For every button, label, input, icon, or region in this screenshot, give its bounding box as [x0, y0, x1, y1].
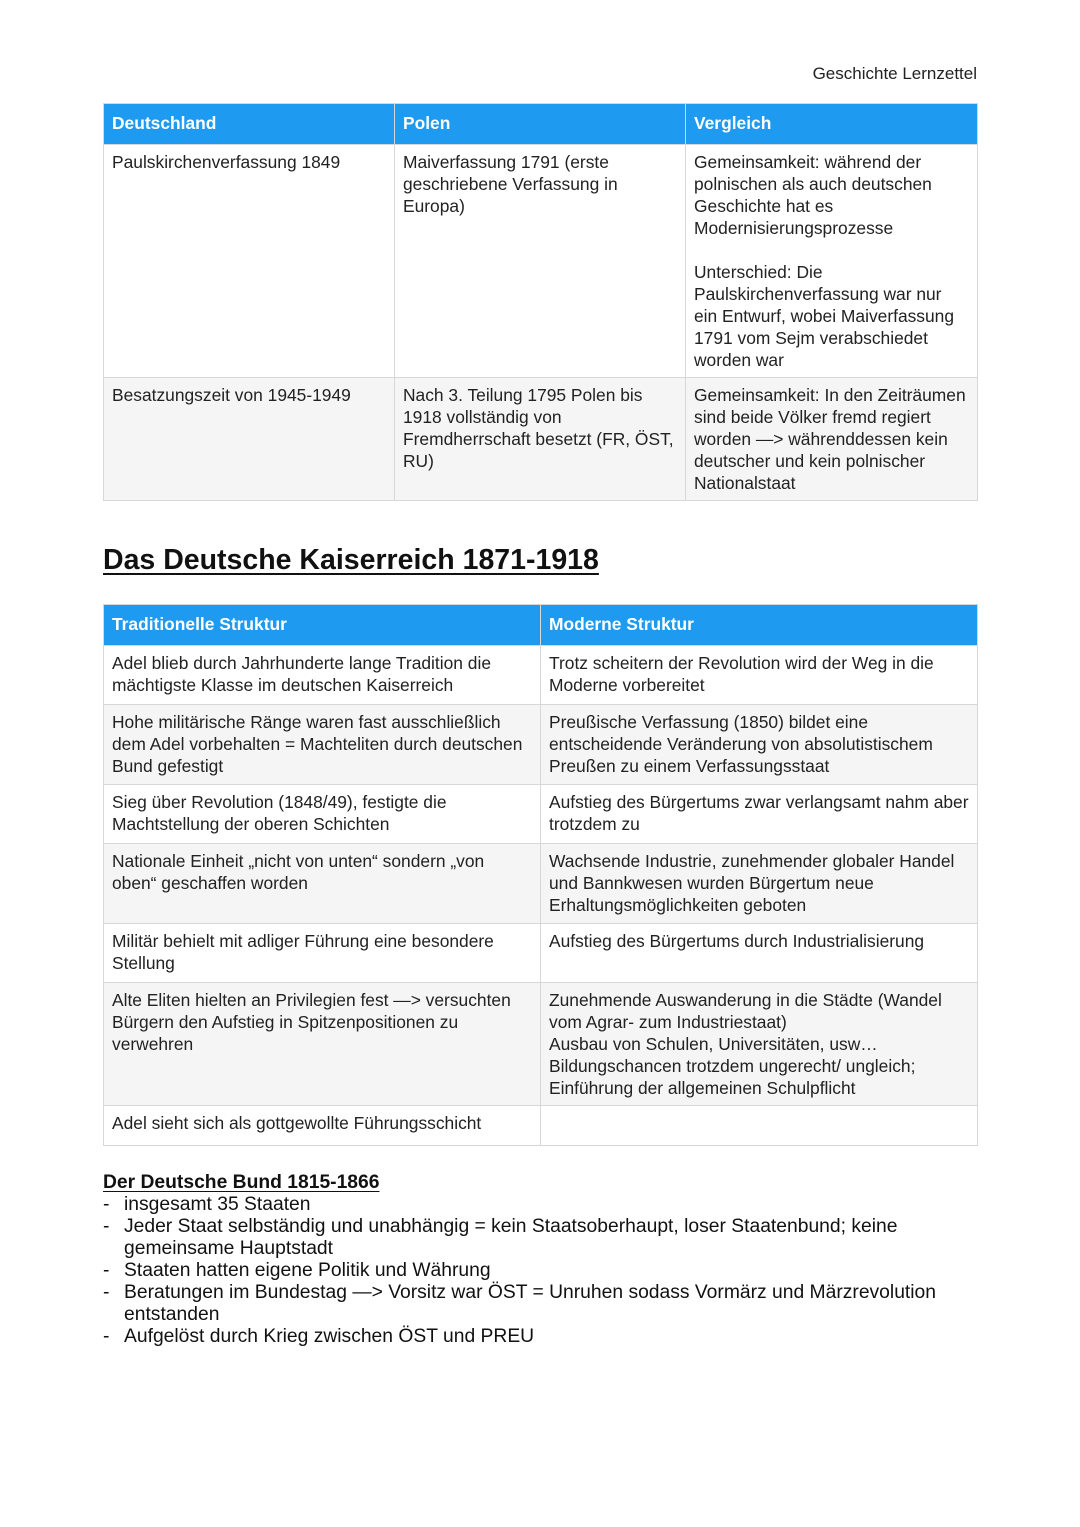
table-cell: Trotz scheitern der Revolution wird der Weg in die Moderne vorbereitet	[541, 646, 978, 705]
table-cell	[541, 983, 978, 1106]
subsection-title: Der Deutsche Bund 1815-1866	[103, 1172, 380, 1193]
list-item-text: Jeder Staat selbständig und unabhängig = kein Staatsoberhaupt, loser Staatenbund; keine gemeinsame Hauptstadt	[124, 1216, 898, 1259]
list-item-text: Aufgelöst durch Krieg zwischen ÖST und PREU	[124, 1326, 535, 1347]
column-header: Polen	[395, 104, 686, 145]
table-cell	[541, 1106, 978, 1146]
table-cell: Wachsende Industrie, zunehmender globaler Handel und Bannkwesen wurden Bürgertum neue Erhaltungsmöglichkeiten geboten	[541, 844, 978, 924]
table-row	[104, 705, 978, 785]
cell-line: Zunehmende Auswanderung in die Städte (Wandel vom Agrar- zum Industriestaat)	[549, 990, 942, 1032]
column-header: Deutschland	[104, 104, 395, 145]
cell-paragraph: Unterschied: Die Paulskirchenverfassung war nur ein Entwurf, wobei Maiverfassung 1791 vom Sejm verabschiedet worden war	[694, 262, 955, 370]
bullet-dash-icon: -	[103, 1326, 110, 1347]
list-item	[103, 1282, 983, 1326]
table-cell: Alte Eliten hielten an Privilegien fest —> versuchten Bürgern den Aufstieg in Spitzenpositionen zu verwehren	[104, 983, 541, 1106]
table-cell: Gemeinsamkeit: In den Zeiträumen sind beide Völker fremd regiert worden —> währenddessen kein deutscher und kein polnischer Nationalstaat	[686, 378, 978, 501]
column-header: Traditionelle Struktur	[104, 605, 541, 646]
column-header: Moderne Struktur	[541, 605, 978, 646]
table-cell: Sieg über Revolution (1848/49), festigte die Machtstellung der oberen Schichten	[104, 785, 541, 844]
table-cell: Preußische Verfassung (1850) bildet eine entscheidende Veränderung von absolutistischem Preußen zu einem Verfassungsstaat	[541, 705, 978, 785]
table-header-row	[104, 104, 978, 145]
comparison-table	[103, 103, 978, 501]
table-cell: Nach 3. Teilung 1795 Polen bis 1918 vollständig von Fremdherrschaft besetzt (FR, ÖST, RU)	[395, 378, 686, 501]
table-row	[104, 1106, 978, 1146]
table-header-row	[104, 605, 978, 646]
deutscher-bund-section	[103, 1172, 983, 1348]
table-cell: Aufstieg des Bürgertums zwar verlangsamt nahm aber trotzdem zu	[541, 785, 978, 844]
list-item	[103, 1216, 983, 1260]
cell-paragraph: Gemeinsamkeit: während der polnischen als auch deutschen Geschichte hat es Modernisierungsprozesse	[694, 152, 932, 238]
list-item-text: Beratungen im Bundestag —> Vorsitz war ÖST = Unruhen sodass Vormärz und Märzrevolution entstanden	[124, 1282, 937, 1325]
list-item	[103, 1326, 983, 1348]
table-row	[104, 844, 978, 924]
table-cell: Maiverfassung 1791 (erste geschriebene Verfassung in Europa)	[395, 145, 686, 378]
list-item	[103, 1260, 983, 1282]
bullet-list	[103, 1194, 983, 1348]
page-header-title: Geschichte Lernzettel	[812, 64, 977, 83]
table-cell: Adel sieht sich als gottgewollte Führungsschicht	[104, 1106, 541, 1146]
table-cell: Hohe militärische Ränge waren fast ausschließlich dem Adel vorbehalten = Machteliten durch deutschen Bund gefestigt	[104, 705, 541, 785]
list-item	[103, 1194, 983, 1216]
bullet-dash-icon: -	[103, 1282, 110, 1303]
table-cell	[686, 145, 978, 378]
cell-line: Ausbau von Schulen, Universitäten, usw…	[549, 1034, 878, 1054]
table-row	[104, 378, 978, 501]
table-row	[104, 983, 978, 1106]
table-cell: Aufstieg des Bürgertums durch Industrialisierung	[541, 924, 978, 983]
list-item-text: insgesamt 35 Staaten	[124, 1194, 311, 1215]
bullet-dash-icon: -	[103, 1194, 110, 1215]
table-cell: Militär behielt mit adliger Führung eine besondere Stellung	[104, 924, 541, 983]
structure-table	[103, 604, 978, 1146]
section-title: Das Deutsche Kaiserreich 1871-1918	[103, 544, 599, 576]
column-header: Vergleich	[686, 104, 978, 145]
table-cell: Besatzungszeit von 1945-1949	[104, 378, 395, 501]
bullet-dash-icon: -	[103, 1260, 110, 1281]
table-cell: Paulskirchenverfassung 1849	[104, 145, 395, 378]
table-row	[104, 785, 978, 844]
table-cell: Adel blieb durch Jahrhunderte lange Tradition die mächtigste Klasse im deutschen Kaiserreich	[104, 646, 541, 705]
table-row	[104, 924, 978, 983]
cell-line: Bildungschancen trotzdem ungerecht/ ungleich; Einführung der allgemeinen Schulpflicht	[549, 1056, 916, 1098]
table-cell: Nationale Einheit „nicht von unten“ sondern „von oben“ geschaffen worden	[104, 844, 541, 924]
table-row	[104, 646, 978, 705]
table-row	[104, 145, 978, 378]
bullet-dash-icon: -	[103, 1216, 110, 1237]
list-item-text: Staaten hatten eigene Politik und Währung	[124, 1260, 491, 1281]
